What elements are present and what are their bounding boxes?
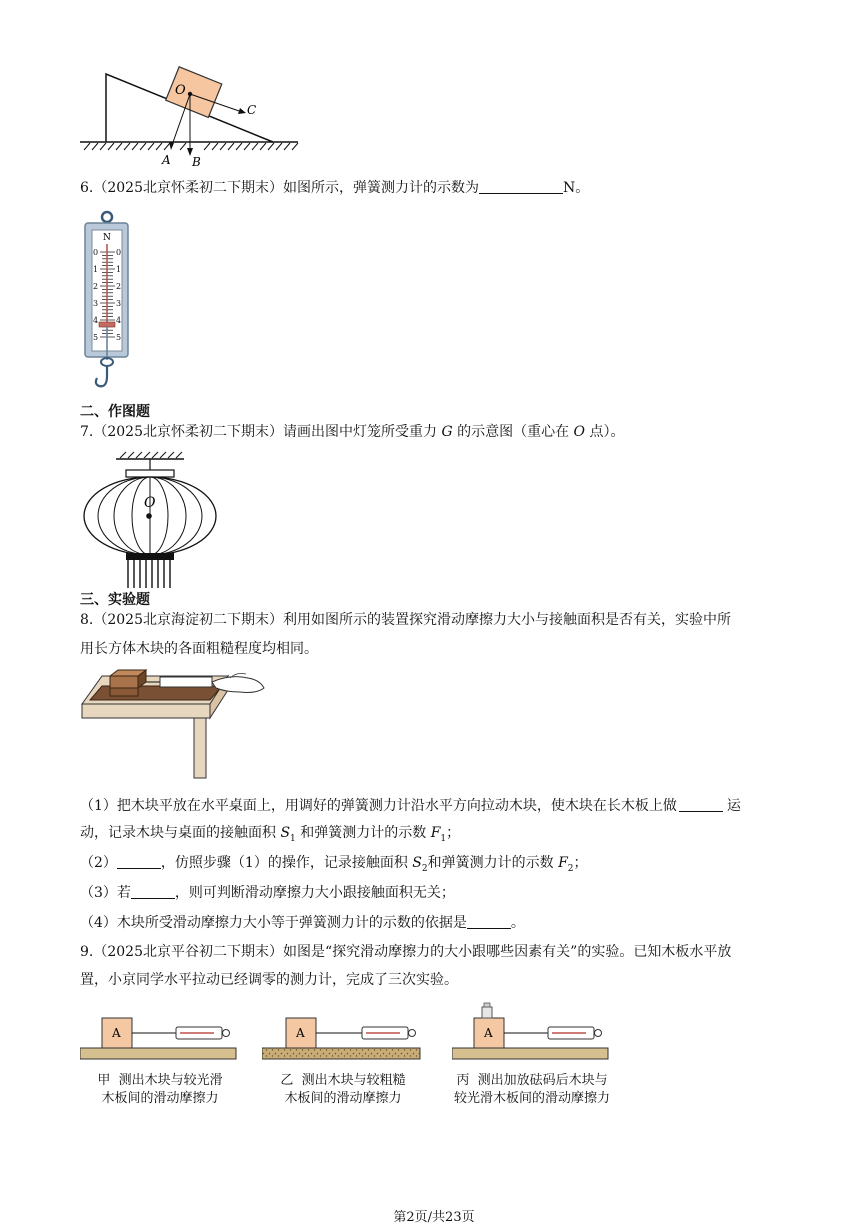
tick-label: 5	[93, 333, 99, 342]
q8-step1-text: （1）把木块平放在水平桌面上，用调好的弹簧测力计沿水平方向拉动木块，使木块在长木板上做	[80, 798, 677, 814]
q8-step1-text: 和弹簧测力计的示数	[300, 825, 427, 841]
experiment-jia-figure	[80, 1016, 238, 1062]
q8-step3	[80, 883, 455, 903]
lantern-label-o: O	[144, 495, 156, 511]
label-o: O	[175, 83, 186, 98]
subscript: 1	[440, 833, 447, 844]
q9-number: 9.	[80, 944, 94, 960]
answer-blank[interactable]	[467, 914, 511, 929]
q9-source: （2025北京平谷初二下期末）	[93, 944, 283, 960]
tick-label: 3	[116, 299, 122, 308]
q8-step1-line1	[80, 796, 741, 816]
answer-blank[interactable]	[131, 884, 175, 899]
subscript: 2	[567, 863, 574, 874]
var-f: F	[430, 825, 441, 841]
q8-text: 利用如图所示的装置探究滑动摩擦力大小与接触面积是否有关，实验中所	[283, 612, 731, 628]
tick-label: 3	[93, 299, 99, 308]
tick-label: 2	[93, 282, 99, 291]
var-s: S	[280, 825, 291, 841]
tick-label: 0	[93, 248, 99, 257]
subscript: 1	[290, 833, 296, 844]
q8-step1-text: ；	[446, 825, 461, 841]
q8-step4-text: 。	[510, 915, 525, 931]
var-g: G	[441, 424, 453, 440]
tick-label: 4	[116, 316, 122, 325]
answer-blank[interactable]	[679, 797, 723, 812]
q8-step1-line2	[80, 823, 460, 849]
caption-bing: 丙 测出加放砝码后木块与 较光滑木板间的滑动摩擦力	[453, 1073, 610, 1106]
caption-jia: 甲 测出木块与较光滑 木板间的滑动摩擦力	[97, 1073, 223, 1106]
question-7	[80, 422, 624, 442]
var-o: O	[573, 424, 586, 440]
question-8-line1	[80, 610, 731, 630]
block-label: A	[112, 1026, 121, 1040]
label-b: B	[192, 155, 201, 169]
weight-icon	[482, 1007, 492, 1018]
spring-scale-figure	[84, 210, 130, 396]
friction-apparatus-figure	[80, 664, 266, 780]
experiment-bing-figure	[452, 998, 612, 1062]
q6-source: （2025北京怀柔初二下期末）	[93, 180, 283, 196]
q6-unit: N。	[563, 180, 590, 196]
q7-source: （2025北京怀柔初二下期末）	[93, 424, 283, 440]
q6-number: 6.	[80, 180, 94, 196]
var-f: F	[558, 855, 568, 871]
q8-step3-text: （3）若	[80, 885, 131, 901]
q7-text: 的示意图（重心在	[457, 424, 570, 440]
q8-step4-text: （4）木块所受滑动摩擦力大小等于弹簧测力计的示数的依据是	[80, 915, 467, 931]
block-label: A	[484, 1026, 493, 1040]
page-footer: 第2页/共23页	[393, 1210, 475, 1225]
section-heading: 三、实验题	[80, 592, 150, 608]
tick-label: 4	[93, 316, 99, 325]
q8-source: （2025北京海淀初二下期末）	[93, 612, 283, 628]
answer-blank[interactable]	[479, 179, 563, 194]
question-8-line2: 用长方体木块的各面粗糙程度均相同。	[80, 641, 318, 657]
q8-step2-text: 和弹簧测力计的示数	[427, 855, 554, 871]
q8-step3-text: ，则可判断滑动摩擦力大小跟接触面积无关；	[174, 885, 455, 901]
tick-label: 5	[116, 333, 122, 342]
tick-label: 0	[116, 248, 122, 257]
subscript: 2	[421, 863, 428, 874]
lantern-figure	[80, 450, 220, 590]
q8-step2	[80, 853, 588, 879]
scale-unit: N	[103, 233, 111, 243]
tick-label: 1	[93, 265, 99, 274]
label-c: C	[247, 103, 257, 117]
q9-text: 如图是“探究滑动摩擦力的大小跟哪些因素有关”的实验。已知木板水平放	[283, 944, 732, 960]
q8-step2-text: （2）	[80, 855, 117, 871]
q8-step2-text: ，仿照步骤（1）的操作，记录接触面积	[160, 855, 408, 871]
q6-text: 如图所示，弹簧测力计的示数为	[283, 180, 479, 196]
q7-text: 点）。	[589, 424, 625, 440]
var-s: S	[412, 855, 422, 871]
block-label: A	[296, 1026, 305, 1040]
q7-text: 请画出图中灯笼所受重力	[283, 424, 437, 440]
tick-label: 2	[116, 282, 122, 291]
q8-step1-text: 动，记录木块与桌面的接触面积	[80, 825, 276, 841]
q8-step4	[80, 913, 525, 933]
incline-figure	[78, 66, 303, 170]
q8-number: 8.	[80, 612, 94, 628]
question-6	[80, 178, 589, 198]
section-heading: 二、作图题	[80, 404, 150, 420]
experiment-yi-figure	[262, 1016, 424, 1062]
answer-blank[interactable]	[117, 854, 161, 869]
question-9-line1	[80, 942, 731, 962]
q7-number: 7.	[80, 424, 94, 440]
label-a: A	[162, 153, 171, 167]
q8-step1-text: 运	[726, 798, 741, 814]
tick-label: 1	[116, 265, 122, 274]
caption-yi: 乙 测出木块与较粗糙 木板间的滑动摩擦力	[280, 1073, 406, 1106]
question-9-line2: 置，小京同学水平拉动已经调零的测力计，完成了三次实验。	[80, 972, 458, 988]
q8-step2-text: ；	[573, 855, 588, 871]
